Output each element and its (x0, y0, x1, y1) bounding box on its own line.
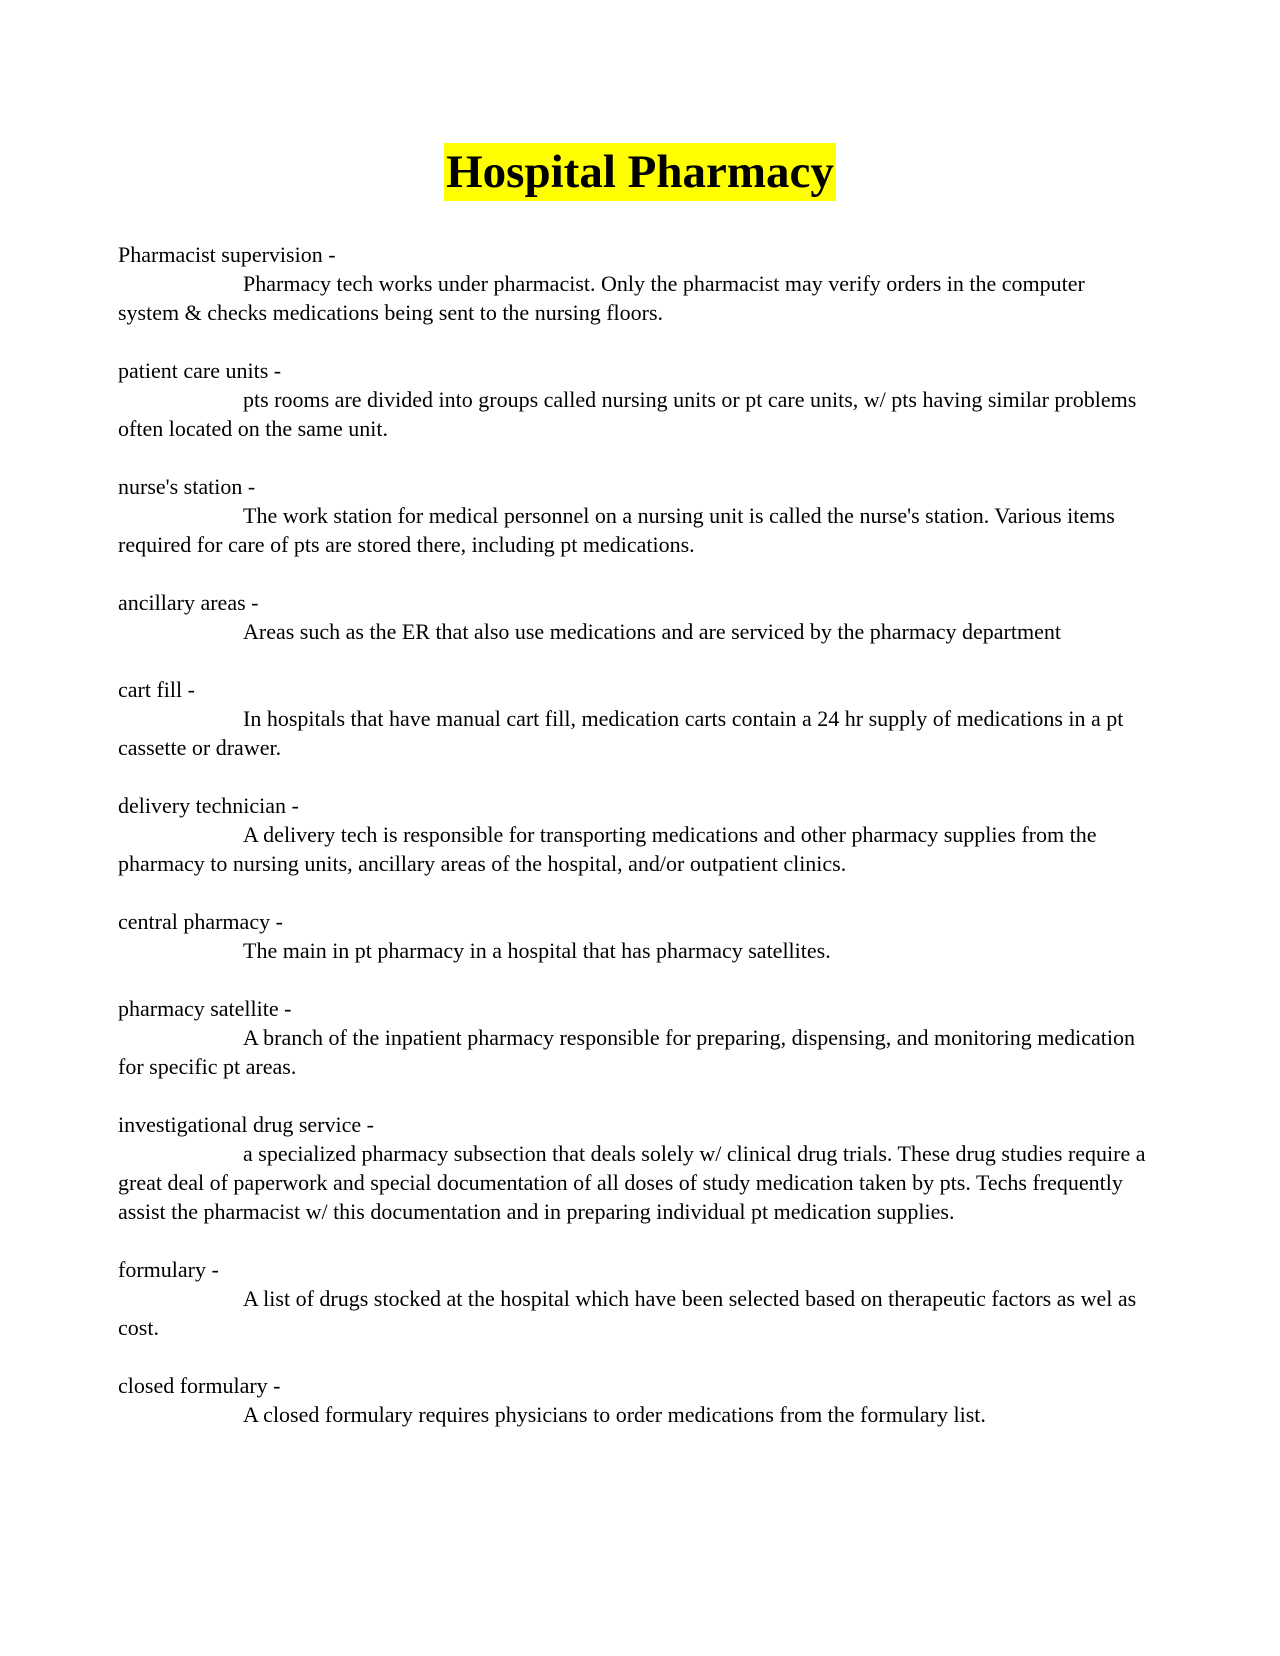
entry-definition: a specialized pharmacy subsection that deals solely w/ clinical drug trials. These drug studies require a great deal of paperwork and special documentation of all doses of study medication taken by pts. Techs frequently assist the pharmacist w/ this documentation and in preparing individual pt medication supplies. (118, 1141, 1146, 1224)
entry-term: central pharmacy - (118, 909, 283, 934)
glossary-entry (118, 1255, 1148, 1342)
entry-definition: A closed formulary requires physicians to order medications from the formulary list. (243, 1402, 986, 1427)
glossary-list (118, 240, 1148, 1458)
glossary-entry (118, 791, 1148, 878)
title-container (0, 143, 1280, 201)
entry-term: Pharmacist supervision - (118, 242, 336, 267)
entry-term: cart fill - (118, 677, 195, 702)
entry-term: ancillary areas - (118, 590, 259, 615)
glossary-entry (118, 907, 1148, 965)
glossary-entry (118, 472, 1148, 559)
entry-term: pharmacy satellite - (118, 996, 292, 1021)
glossary-entry (118, 675, 1148, 762)
entry-definition: In hospitals that have manual cart fill, medication carts contain a 24 hr supply of medications in a pt cassette or drawer. (118, 706, 1124, 760)
entry-definition: The main in pt pharmacy in a hospital that has pharmacy satellites. (243, 938, 831, 963)
glossary-entry (118, 588, 1148, 646)
glossary-entry (118, 1110, 1148, 1226)
entry-term: closed formulary - (118, 1373, 281, 1398)
entry-definition: pts rooms are divided into groups called nursing units or pt care units, w/ pts having similar problems often located on the same unit. (118, 387, 1137, 441)
glossary-entry (118, 356, 1148, 443)
entry-definition: Areas such as the ER that also use medications and are serviced by the pharmacy department (243, 619, 1061, 644)
entry-term: delivery technician - (118, 793, 299, 818)
document-title: Hospital Pharmacy (444, 143, 836, 201)
entry-term: investigational drug service - (118, 1112, 374, 1137)
glossary-entry (118, 1371, 1148, 1429)
entry-definition: A delivery tech is responsible for transporting medications and other pharmacy supplies from the pharmacy to nursing units, ancillary areas of the hospital, and/or outpatient clinics. (118, 822, 1097, 876)
entry-definition: A branch of the inpatient pharmacy responsible for preparing, dispensing, and monitoring medication for specific pt areas. (118, 1025, 1135, 1079)
glossary-entry (118, 994, 1148, 1081)
entry-term: patient care units - (118, 358, 282, 383)
entry-term: nurse's station - (118, 474, 256, 499)
entry-definition: A list of drugs stocked at the hospital which have been selected based on therapeutic factors as wel as cost. (118, 1286, 1137, 1340)
glossary-entry (118, 240, 1148, 327)
entry-term: formulary - (118, 1257, 219, 1282)
entry-definition: Pharmacy tech works under pharmacist. Only the pharmacist may verify orders in the computer system & checks medications being sent to the nursing floors. (118, 271, 1085, 325)
entry-definition: The work station for medical personnel on a nursing unit is called the nurse's station. Various items required for care of pts are stored there, including pt medications. (118, 503, 1115, 557)
